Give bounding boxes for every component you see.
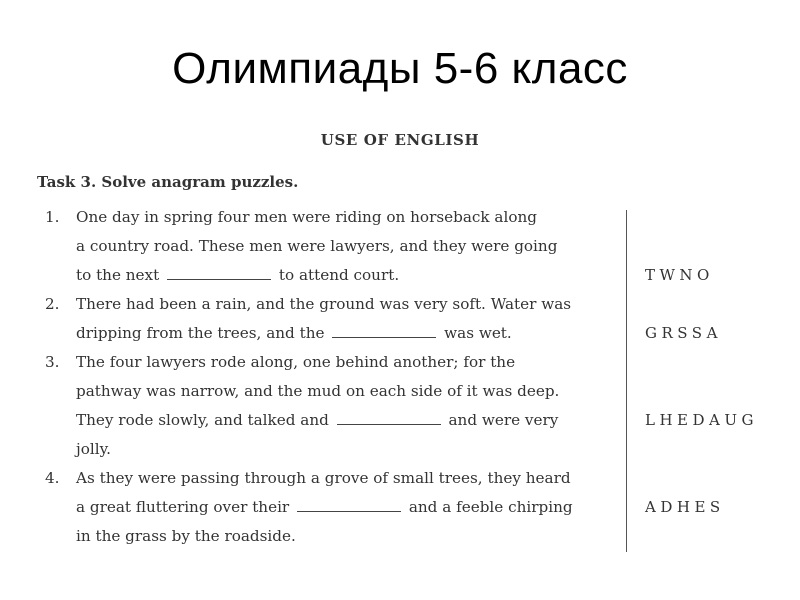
answer-blank[interactable] (337, 423, 441, 425)
item-line (76, 324, 512, 342)
item-line: The four lawyers rode along, one behind another; for the (76, 353, 516, 371)
item-number: 3. (45, 353, 60, 371)
item-line: pathway was narrow, and the mud on each side of it was deep. (76, 382, 560, 400)
line-text-after-blank: to attend court. (278, 266, 400, 284)
item-number: 2. (45, 295, 60, 313)
line-text-before-blank: They rode slowly, and talked and (76, 411, 329, 429)
section-title: USE OF ENGLISH (320, 131, 480, 149)
slide-title: Олимпиады 5-6 класс (172, 44, 628, 93)
item-line: in the grass by the roadside. (76, 527, 296, 545)
item-line (76, 411, 558, 429)
item-number: 1. (45, 208, 60, 226)
anagram-clue: TWNO (645, 266, 714, 284)
item-line: jolly. (76, 440, 111, 458)
line-text-before-blank: dripping from the trees, and the (76, 324, 325, 342)
answer-blank[interactable] (332, 336, 436, 338)
task-heading: Task 3. Solve anagram puzzles. (37, 173, 299, 191)
anagram-clue: GRSSA (645, 324, 722, 342)
line-text-before-blank: a great fluttering over their (76, 498, 290, 516)
line-text-before-blank: to the next (76, 266, 160, 284)
item-line: One day in spring four men were riding on horseback along (76, 208, 537, 226)
line-text-after-blank: and a feeble chirping (408, 498, 573, 516)
anagram-clue: LHEDAUG (645, 411, 758, 429)
item-line: a country road. These men were lawyers, and they were going (76, 237, 558, 255)
anagram-clue: ADHES (645, 498, 725, 516)
item-line: As they were passing through a grove of small trees, they heard (76, 469, 571, 487)
answer-blank[interactable] (297, 510, 401, 512)
item-line (76, 266, 399, 284)
line-text-after-blank: was wet. (444, 324, 512, 342)
answer-blank[interactable] (167, 278, 271, 280)
column-divider (626, 210, 627, 552)
item-number: 4. (45, 469, 60, 487)
line-text-after-blank: and were very (448, 411, 559, 429)
item-line (76, 498, 573, 516)
item-line: There had been a rain, and the ground was very soft. Water was (76, 295, 572, 313)
